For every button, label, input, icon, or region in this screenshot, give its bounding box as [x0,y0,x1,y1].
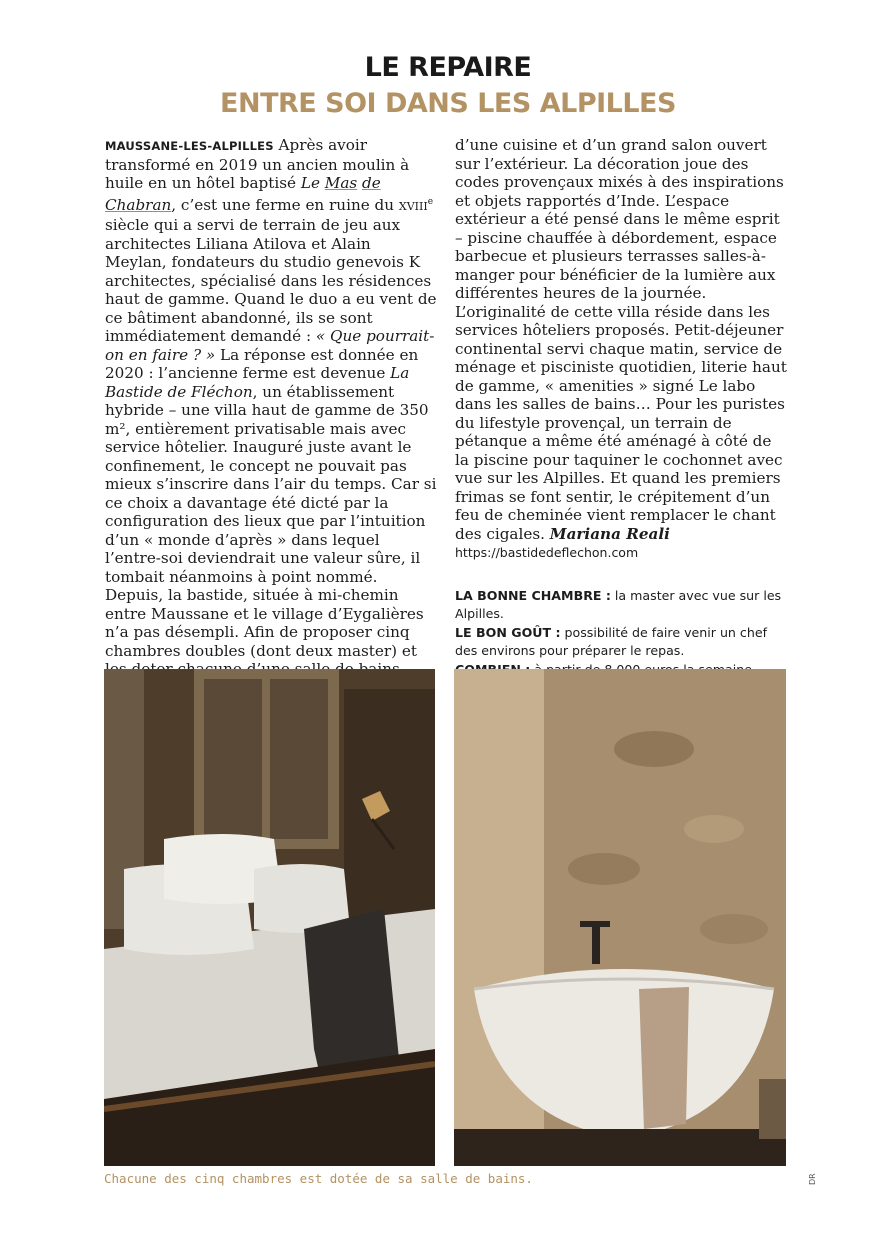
article-column-right [455,136,787,698]
subheadline: ENTRE SOI DANS LES ALPILLES [220,88,676,119]
article-body-part1: MAUSSANE-LES-ALPILLES Après avoir transformé en 2019 un ancien moulin à huile en un hôtel baptisé Le Mas de Chabran, c’est une ferme en ruine du XVIIIe siècle qui a servi de terrain de jeu aux architectes Liliana Atilova et Alain Meylan, fondateurs du studio genevois K architectes, spécialisé dans les résidences haut de gamme. Quand le duo a eu vent de ce bâtiment abandonné, ils se sont immédiatement demandé : « Que pourrait-on en faire ? » La réponse est donnée en 2020 : l’ancienne ferme est devenue La Bastide de Fléchon, un établissement hybride – une villa haut de gamme de 350 m², entièrement privatisable mais avec service hôtelier. Inauguré juste avant le confinement, le concept ne pouvait pas mieux s’inscrire dans l’air du temps. Car si ce choix a davantage été dicté par la configuration des lieux que par l’intuition d’un « monde d’après » dans lequel l’entre-soi deviendrait une valeur sûre, il tombait néanmoins à point nommé. Depuis, la bastide, située à mi-chemin entre Maussane et le village d’Eygalières n’a pas désempli. Afin de proposer cinq chambres doubles (dont deux master) et [105,136,437,660]
bathroom-photo [454,669,786,1166]
quote: « Que pourrait-on en faire ? » [105,327,435,364]
headline: LE REPAIRE [364,52,532,83]
bastide-name: La Bastide de Fléchon [105,364,410,401]
dateline: MAUSSANE-LES-ALPILLES [105,139,274,153]
photo-credit: DR [808,1173,817,1185]
article-body-part2: d’une cuisine et d’un grand salon ouvert sur l’extérieur. La décoration joue des codes provençaux mixés à des inspirations et objets rapportés d’Inde. L’espace extérieur a été pensé dans le même esprit – piscine chauffée à débordement, espace barbecue et plusieurs terrasses salles-à-manger pour bénéficier de la lumière aux différentes heures de la journée. L’originalité de cette villa réside dans les services hôteliers proposés. Petit-déjeuner continental servi chaque matin, service de ménage et pisciniste quotidien, literie haut de gamme, « amenities » signé Le labo dans les salles de bains… Pour les puristes du lifestyle provençal, un terrain de pétanque a même été aménagé à côté de la piscine pour taquiner le cochonnet avec vue sur les Alpilles. Et quand les premiers frimas se font sentir, le crépitement d’un feu de cheminée vient remplacer le chant des cigales. Mariana Reali [455,136,787,543]
info-room: LA BONNE CHAMBRE : la master avec vue sur les Alpilles. [455,587,782,621]
website-link[interactable]: https://bastidedeflechon.com [455,545,639,560]
author: Mariana Reali [549,524,670,543]
bedroom-photo [104,669,435,1166]
photo-caption: Chacune des cinq chambres est dotée de sa salle de bains. [104,1171,533,1186]
info-taste: LE BON GOÛT : possibilité de faire venir un chef des environs pour préparer le repas. [455,624,767,658]
article-column-left [105,136,437,734]
